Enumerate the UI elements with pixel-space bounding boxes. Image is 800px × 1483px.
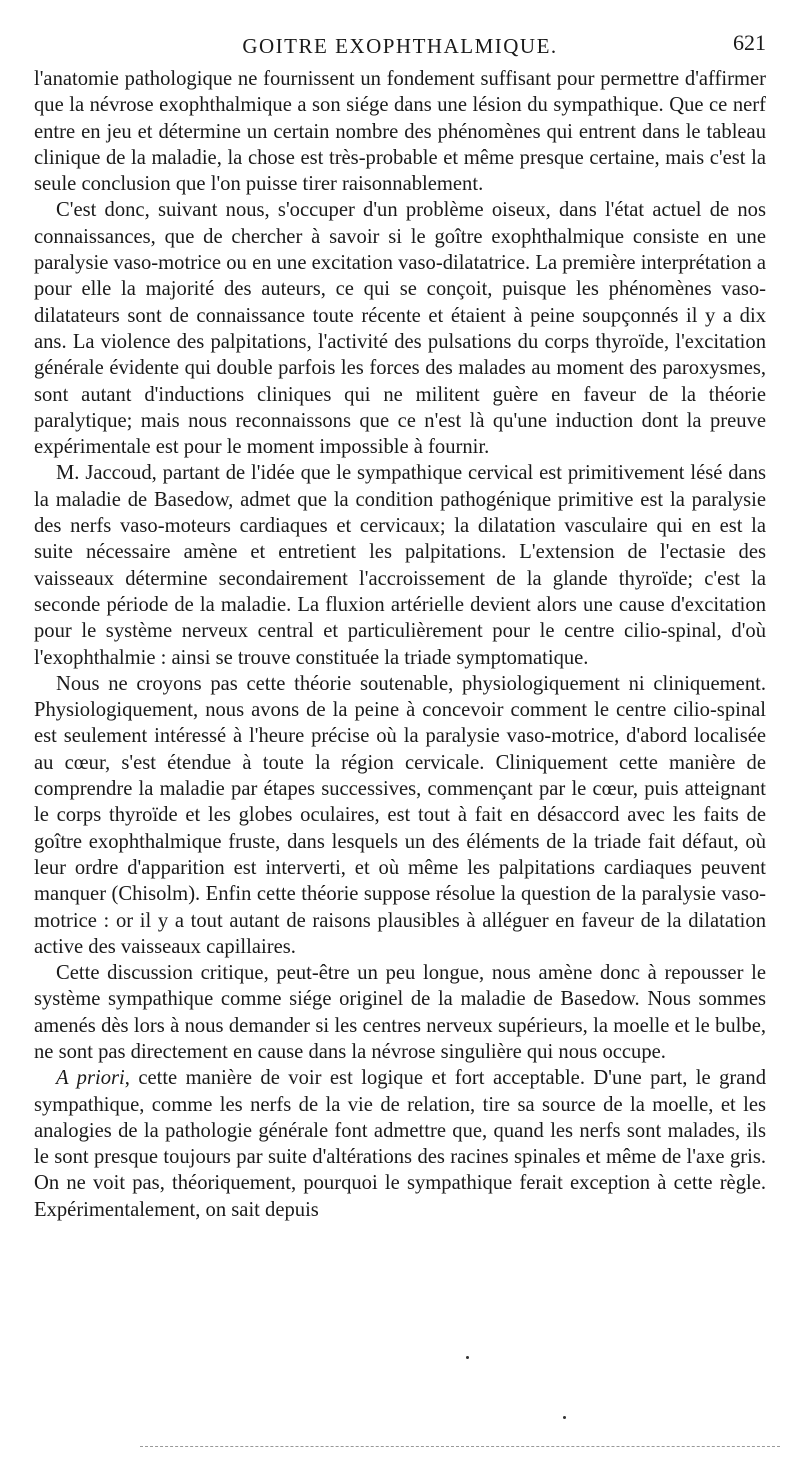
paragraph-6-text: , cette manière de voir est logique et fort acceptable. D'une part, le grand sympathique, comme les nerfs de la vie de relation, tire sa source de la moelle, et les analogies de la pathologie générale font admettre que, quand les nerfs sont malades, ils le sont presque toujours par suite d'altérations des racines spinales et même de l'axe gris. On ne voit pas, théoriquement, pourquoi le sympathique ferait exception à cette règle. Expérimentalement, on sait depuis [34,1067,766,1221]
body-text [34,66,766,1223]
paragraph-3: M. Jaccoud, partant de l'idée que le sympathique cervical est primitivement lésé dans la maladie de Basedow, admet que la condition pathogénique primitive est la paralysie des nerfs vaso-moteurs cardiaques et cervicaux; la dilatation vasculaire qui en est la suite nécessaire amène et entretient les palpitations. L'extension de l'ectasie des vaisseaux détermine secondairement l'accroissement de la glande thyroïde; c'est la seconde période de la maladie. La fluxion artérielle devient alors une cause d'excitation pour le système nerveux central et particulièrement pour le centre cilio-spinal, d'où l'exophthalmie : ainsi se trouve constituée la triade symptomatique. [34,462,766,669]
paragraph-1: l'anatomie pathologique ne fournissent un fondement suffisant pour permettre d'affirmer que la névrose exophthalmique a son siége dans une lésion du sympathique. Que ce nerf entre en jeu et détermine un certain nombre des phénomènes qui entrent dans le tableau clinique de la maladie, la chose est très-probable et même presque certaine, mais c'est la seule conclusion que l'on puisse tirer raisonnablement. [34,68,766,196]
page-number: 621 [733,30,766,55]
scan-speck [466,1356,469,1359]
italic-lead: A priori [56,1067,125,1090]
paragraph-6 [34,1065,766,1223]
page-header [34,30,766,60]
paragraph-4: Nous ne croyons pas cette théorie soutenable, physiologiquement ni cliniquement. Physiologiquement, nous avons de la peine à concevoir comment le centre cilio-spinal est seulement intéressé à l'heure précise où la paralysie vaso-motrice, d'abord localisée au cœur, s'est étendue à toute la région cervicale. Cliniquement cette manière de comprendre la maladie par étapes successives, commençant par le cœur, puis atteignant le corps thyroïde et les globes oculaires, est tout à fait en désaccord avec les faits de goître exophthalmique fruste, dans lesquels un des éléments de la triade fait défaut, où leur ordre d'apparition est interverti, et où même les palpitations cardiaques peuvent manquer (Chisolm). Enfin cette théorie suppose résolue la question de la paralysie vaso-motrice : or il y a tout autant de raisons plausibles à alléguer en faveur de la dilatation active des vaisseaux capillaires. [34,672,766,958]
paragraph-5: Cette discussion critique, peut-être un peu longue, nous amène donc à repousser le système sympathique comme siége originel de la maladie de Basedow. Nous sommes amenés dès lors à nous demander si les centres nerveux supérieurs, la moelle et le bulbe, ne sont pas directement en cause dans la névrose singulière qui nous occupe. [34,962,766,1063]
running-title: GOITRE EXOPHTHALMIQUE. [242,34,558,58]
scan-bottom-rule [140,1446,780,1447]
paragraph-2: C'est donc, suivant nous, s'occuper d'un problème oiseux, dans l'état actuel de nos connaissances, que de chercher à savoir si le goître exophthalmique consiste en une paralysie vaso-motrice ou en une excitation vaso-dilatatrice. La première interprétation a pour elle la majorité des auteurs, ce qui se conçoit, puisque les phénomènes vaso-dilatateurs sont de connaissance toute récente et étaient à peine soupçonnés il y a dix ans. La violence des palpitations, l'activité des pulsations du corps thyroïde, l'excitation générale évidente qui double parfois les forces des malades au moment des paroxysmes, sont autant d'inductions cliniques qui ne militent guère en faveur de la théorie paralytique; mais nous reconnaissons que ce n'est là qu'une induction dont la preuve expérimentale est pour le moment impossible à fournir. [34,199,766,459]
scan-speck [563,1416,566,1419]
